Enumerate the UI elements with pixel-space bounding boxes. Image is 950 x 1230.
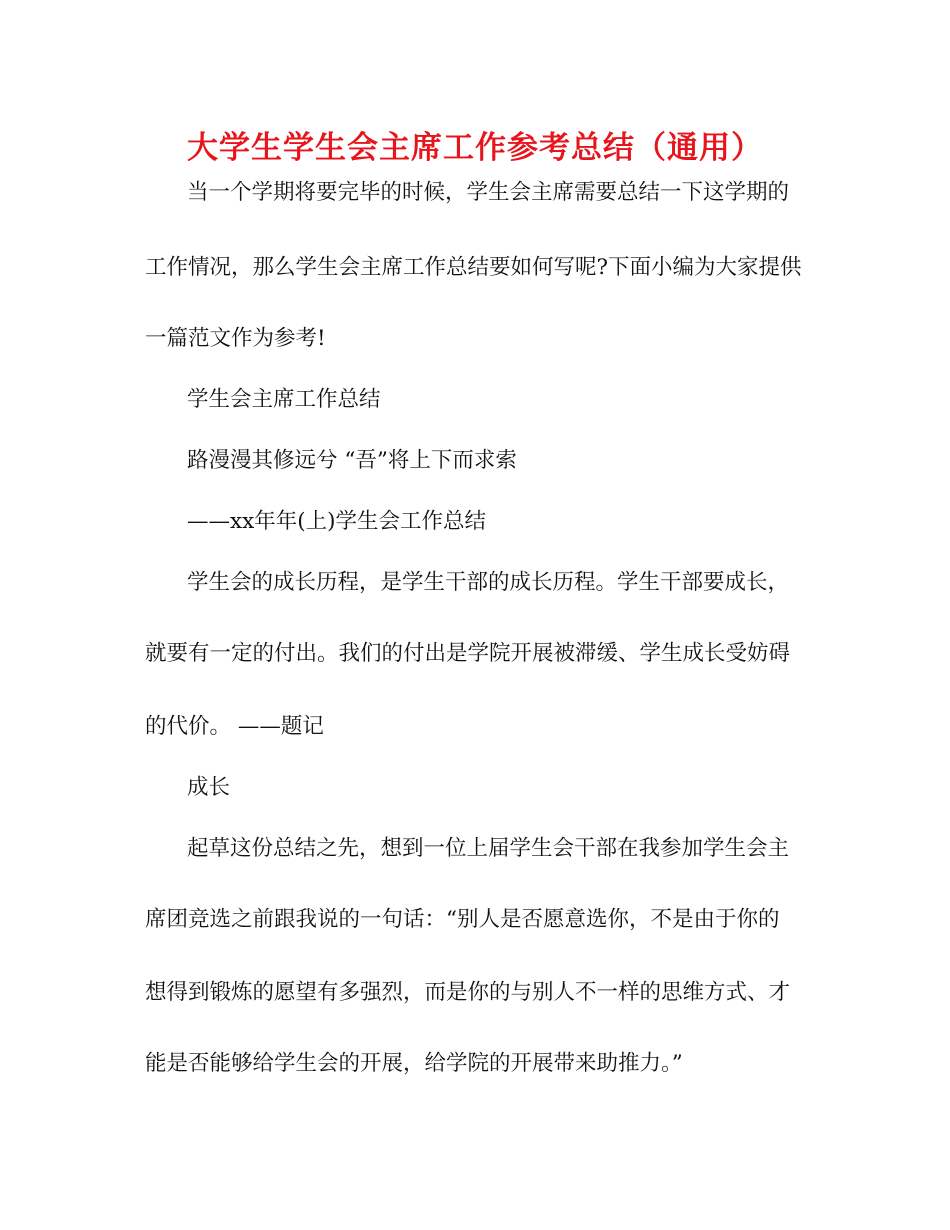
- paragraph-line: 想得到锻炼的愿望有多强烈，而是你的与别人不一样的思维方式、才: [145, 980, 791, 1005]
- section-heading: 学生会主席工作总结: [187, 387, 381, 412]
- paragraph-line: 一篇范文作为参考!: [145, 326, 326, 351]
- document-title: 大学生学生会主席工作参考总结（通用）: [187, 130, 763, 166]
- paragraph-line: 当一个学期将要完毕的时候，学生会主席需要总结一下这学期的: [187, 180, 790, 205]
- paragraph-line: 席团竞选之前跟我说的一句话：“别人是否愿意选你，不是由于你的: [145, 907, 780, 932]
- subtitle-line: ——xx年年(上)学生会工作总结: [187, 509, 487, 534]
- paragraph-line: 就要有一定的付出。我们的付出是学院开展被滞缓、学生成长受妨碍: [145, 641, 791, 666]
- paragraph-line: 学生会的成长历程，是学生干部的成长历程。学生干部要成长，: [187, 570, 790, 595]
- paragraph-line: 的代价。 ——题记: [145, 714, 324, 739]
- paragraph-line: 能是否能够给学生会的开展，给学院的开展带来助推力。”: [145, 1051, 683, 1076]
- section-heading: 成长: [187, 775, 231, 800]
- paragraph-line: 起草这份总结之先，想到一位上届学生会干部在我参加学生会主: [187, 836, 790, 861]
- subtitle-line: 路漫漫其修远兮 “吾”将上下而求索: [187, 448, 517, 473]
- paragraph-line: 工作情况，那么学生会主席工作总结要如何写呢?下面小编为大家提供: [145, 255, 802, 280]
